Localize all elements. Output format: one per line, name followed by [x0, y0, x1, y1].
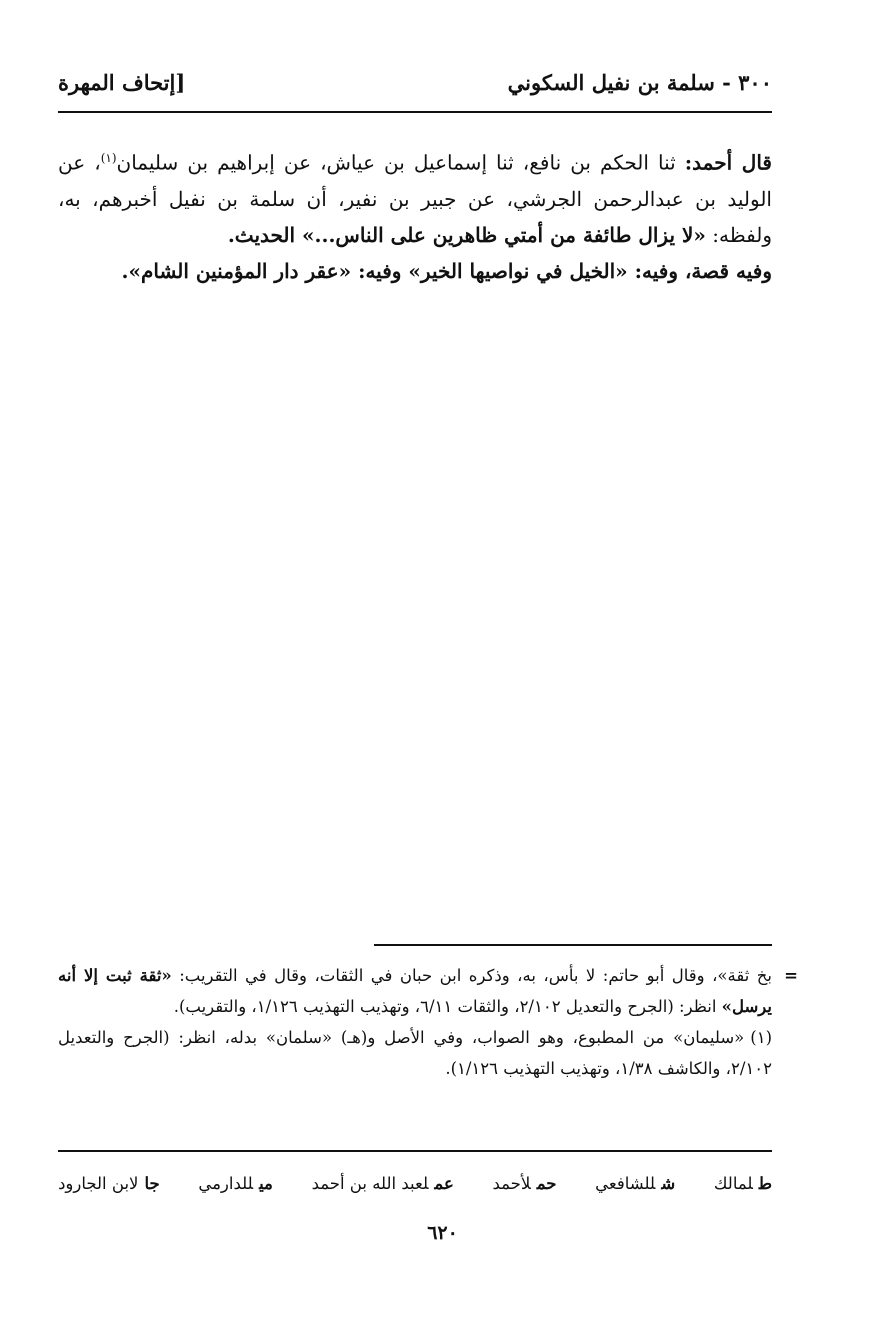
sigla-label: لأحمد	[492, 1173, 531, 1193]
footnote-separator	[374, 944, 772, 946]
footnote-continuation	[58, 960, 798, 1022]
also-text: وفيه:	[351, 258, 409, 283]
hadith-quote-3: «عقر دار المؤمنين الشام»	[128, 258, 352, 283]
sigla-entry	[492, 1174, 556, 1193]
sigla-entry	[312, 1174, 454, 1193]
speaker-label: قال أحمد:	[684, 150, 772, 175]
story-text: وفيه قصة، وفيه:	[627, 258, 772, 283]
book-title: [إتحاف المهرة	[58, 69, 186, 95]
continuation-text-a: بخ ثقة»، وقال أبو حاتم: لا بأس، به، وذكره ابن حبان في الثقات، وقال في التقريب:	[171, 966, 772, 985]
chain-text-1: ثنا الحكم بن نافع، ثنا إسماعيل بن عياش، عن إبراهيم بن سليمان	[116, 150, 685, 175]
footnote-1	[58, 1022, 798, 1084]
continuation-mark: =	[784, 966, 798, 985]
sigla-label: لابن الجارود	[58, 1173, 139, 1193]
sigla-entry	[198, 1174, 273, 1193]
header-rule	[58, 111, 772, 113]
sigla-entry	[714, 1174, 772, 1193]
footnotes	[58, 960, 798, 1084]
sigla-code: ش	[661, 1173, 676, 1193]
sigla-label: للشافعي	[595, 1173, 656, 1193]
sigla-code: جا	[144, 1173, 160, 1193]
page-header	[58, 64, 772, 100]
sigla-entry	[58, 1174, 160, 1193]
page-number: ٦٢٠	[427, 1222, 458, 1244]
footnote-1-text: «سليمان» من المطبوع، وهو الصواب، وفي الأصل و(هـ) «سلمان» بدله، انظر: (الجرح والتعديل ٢/١٠٢، والكاشف ١/٣٨، وتهذيب التهذيب ١/١٢٦).	[58, 1028, 772, 1078]
sigla-label: لمالك	[713, 1173, 753, 1193]
sigla-code: عم	[434, 1173, 454, 1193]
sigla-rule	[58, 1150, 772, 1152]
sigla-code: حم	[536, 1173, 557, 1193]
hadith-paragraph	[58, 140, 772, 289]
chapter-title: ٣٠٠ - سلمة بن نفيل السكوني	[507, 69, 772, 95]
hadith-quote-1: «لا يزال طائفة من أمتي ظاهرين على الناس...»	[302, 222, 706, 247]
footnote-1-number: (١)	[750, 1028, 772, 1047]
sigla-legend	[58, 1166, 772, 1200]
chain-text-2: ، عن الوليد بن عبدالرحمن الجرشي، عن جبير بن نفير، أن سلمة بن نفيل أخبرهم، به، ولفظه:	[58, 150, 772, 247]
hadith-quote-2: «الخيل في نواصيها الخير»	[408, 258, 628, 283]
sigla-code: مي	[259, 1173, 273, 1193]
sigla-label: للدارمي	[198, 1173, 254, 1193]
continuation-quote: «ثقة ثبت إلا أنه يرسل»	[58, 966, 772, 1016]
sigla-code: ط	[758, 1173, 772, 1193]
main-text	[58, 140, 772, 289]
hadith-word: الحديث.	[227, 222, 303, 247]
paragraph-end: .	[121, 258, 129, 283]
continuation-text-b: انظر: (الجرح والتعديل ٢/١٠٢، والثقات ٦/١١، وتهذيب التهذيب ١/١٢٦، والتقريب).	[173, 997, 722, 1016]
sigla-label: لعبد الله بن أحمد	[311, 1173, 429, 1193]
footnote-reference[interactable]: (١)	[100, 151, 117, 165]
sigla-entry	[595, 1174, 675, 1193]
